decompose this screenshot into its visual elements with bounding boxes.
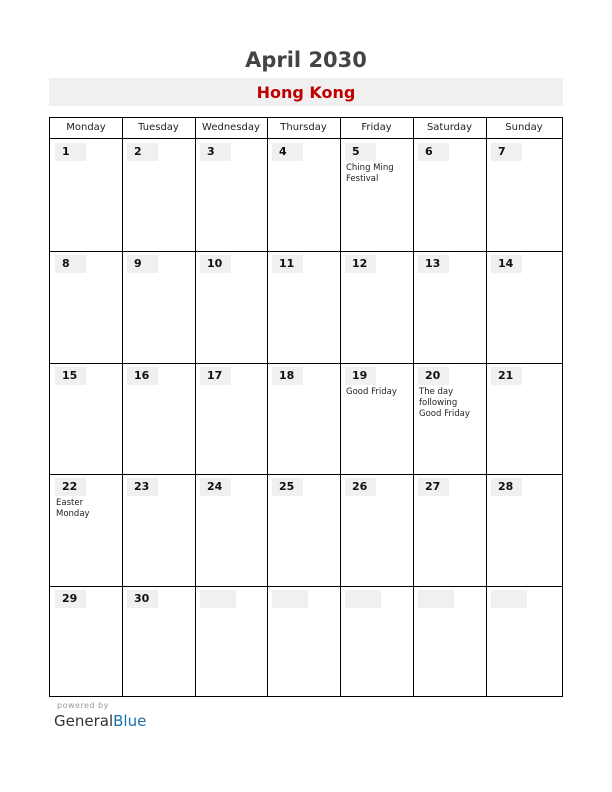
day-cell[interactable] [487,587,562,697]
day-number: 14 [491,255,522,273]
day-number: 25 [272,478,303,496]
day-number: 8 [55,255,86,273]
day-number: 18 [272,367,303,385]
day-cell[interactable] [268,475,340,586]
day-number: 17 [200,367,231,385]
weekday-header-3: Thursday [280,122,327,133]
day-number: 27 [418,478,449,496]
weekday-header-4: Friday [361,122,392,133]
weekday-header-0: Monday [66,122,106,133]
holiday-label: Good Friday [346,387,397,397]
day-number: 7 [491,143,522,161]
day-number: 26 [345,478,376,496]
day-number: 22 [55,478,86,496]
day-cell[interactable] [341,140,413,251]
day-cell[interactable] [123,587,195,697]
day-cell[interactable] [123,140,195,251]
day-number: 10 [200,255,231,273]
day-number: 28 [491,478,522,496]
day-number: 4 [272,143,303,161]
calendar-grid [49,117,563,697]
day-cell[interactable] [487,364,562,474]
day-number: 21 [491,367,522,385]
day-number [418,590,454,608]
holiday-label: Ching Ming Festival [346,163,394,184]
day-cell[interactable] [196,364,267,474]
day-cell[interactable] [341,364,413,474]
brand-blue-text: Blue [113,712,147,730]
day-number: 2 [127,143,158,161]
day-cell[interactable] [341,475,413,586]
day-cell[interactable] [268,140,340,251]
day-number: 23 [127,478,158,496]
day-cell[interactable] [51,140,122,251]
brand-general-text: General [54,712,114,730]
day-number: 1 [55,143,86,161]
generalblue-logo[interactable] [54,712,146,730]
page-title: April 2030 [245,48,367,72]
day-number: 20 [418,367,449,385]
day-number: 3 [200,143,231,161]
day-cell[interactable] [123,364,195,474]
day-cell[interactable] [487,140,562,251]
day-number: 11 [272,255,303,273]
day-cell[interactable] [51,475,122,586]
day-cell[interactable] [414,475,486,586]
day-number [491,590,527,608]
weekday-header-5: Saturday [426,122,473,133]
holiday-label: The day following Good Friday [419,387,470,419]
day-cell[interactable] [123,475,195,586]
holiday-label: Easter Monday [56,498,90,519]
day-number: 16 [127,367,158,385]
day-cell[interactable] [123,252,195,363]
day-cell[interactable] [51,587,122,697]
day-number: 24 [200,478,231,496]
day-number [345,590,381,608]
day-number: 9 [127,255,158,273]
day-cell[interactable] [414,587,486,697]
day-number: 5 [345,143,376,161]
day-number [272,590,308,608]
day-number: 29 [55,590,86,608]
day-cell[interactable] [51,364,122,474]
day-number: 6 [418,143,449,161]
day-number: 12 [345,255,376,273]
day-cell[interactable] [487,475,562,586]
day-number [200,590,236,608]
weekday-header-2: Wednesday [202,122,260,133]
day-number: 30 [127,590,158,608]
day-cell[interactable] [414,140,486,251]
weekday-header-6: Sunday [505,122,543,133]
day-cell[interactable] [196,587,267,697]
day-cell[interactable] [196,252,267,363]
weekday-header-1: Tuesday [138,122,179,133]
day-cell[interactable] [268,364,340,474]
day-number: 13 [418,255,449,273]
day-cell[interactable] [196,475,267,586]
day-cell[interactable] [341,587,413,697]
day-cell[interactable] [414,252,486,363]
day-cell[interactable] [414,364,486,474]
day-cell[interactable] [268,587,340,697]
day-cell[interactable] [487,252,562,363]
day-number: 15 [55,367,86,385]
day-cell[interactable] [341,252,413,363]
day-cell[interactable] [196,140,267,251]
day-cell[interactable] [51,252,122,363]
powered-by-label: powered by [57,701,109,710]
day-cell[interactable] [268,252,340,363]
country-name: Hong Kong [256,83,356,102]
country-banner [49,78,563,106]
day-number: 19 [345,367,376,385]
